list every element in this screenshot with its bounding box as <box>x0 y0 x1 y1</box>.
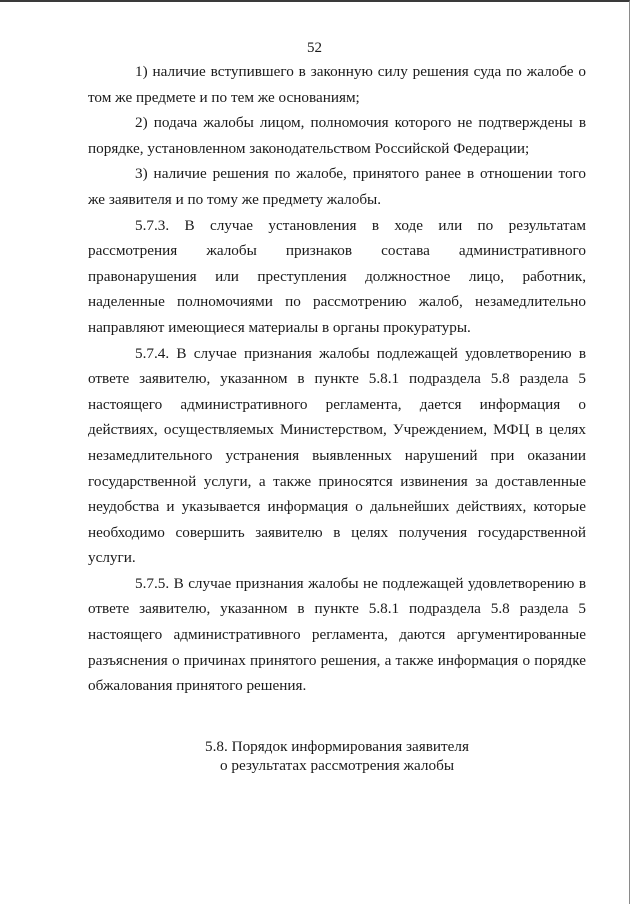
page-number: 52 <box>307 40 322 56</box>
body-text <box>88 59 586 699</box>
section-heading-line-1: 5.8. Порядок информирования заявителя <box>205 738 469 755</box>
paragraph-item-1: 1) наличие вступившего в законную силу решения суда по жалобе о том же предмете и по тем же основаниям; <box>88 63 586 106</box>
paragraph-5-7-5: 5.7.5. В случае признания жалобы не подлежащей удовлетворению в ответе заявителю, указанном в пункте 5.8.1 подраздела 5.8 раздела 5 настоящего административного регламента, даются аргументированные разъяснения о причинах принятого решения, а также информация о порядке обжалования принятого решения. <box>88 574 586 695</box>
section-heading <box>88 737 586 775</box>
paragraph-5-7-3: 5.7.3. В случае установления в ходе или по результатам рассмотрения жалобы признаков состава административного правонарушения или преступления должностное лицо, работник, наделенные полномочиями по рассмотрению жалоб, незамедлительно направляют имеющиеся материалы в органы прокуратуры. <box>88 216 586 336</box>
section-heading-line-2: о результатах рассмотрения жалобы <box>219 757 455 774</box>
paragraph-5-7-4: 5.7.4. В случае признания жалобы подлежащей удовлетворению в ответе заявителю, указанном в пункте 5.8.1 подраздела 5.8 раздела 5 настоящего административного регламента, дается информация о действиях, осуществляемых Министерством, Учреждением, МФЦ в целях незамедлительного устранения выявленных нарушений при оказании государственной услуги, а также приносятся извинения за доставленные неудобства и указывается информация о дальнейших действиях, которые необходимо совершить заявителю в целях получения государственной услуги. <box>88 344 586 567</box>
paragraph-item-3: 3) наличие решения по жалобе, принятого ранее в отношении того же заявителя и по тому же предмету жалобы. <box>88 165 586 208</box>
paragraph-item-2: 2) подача жалобы лицом, полномочия которого не подтверждены в порядке, установленном законодательством Российской Федерации; <box>88 114 586 157</box>
